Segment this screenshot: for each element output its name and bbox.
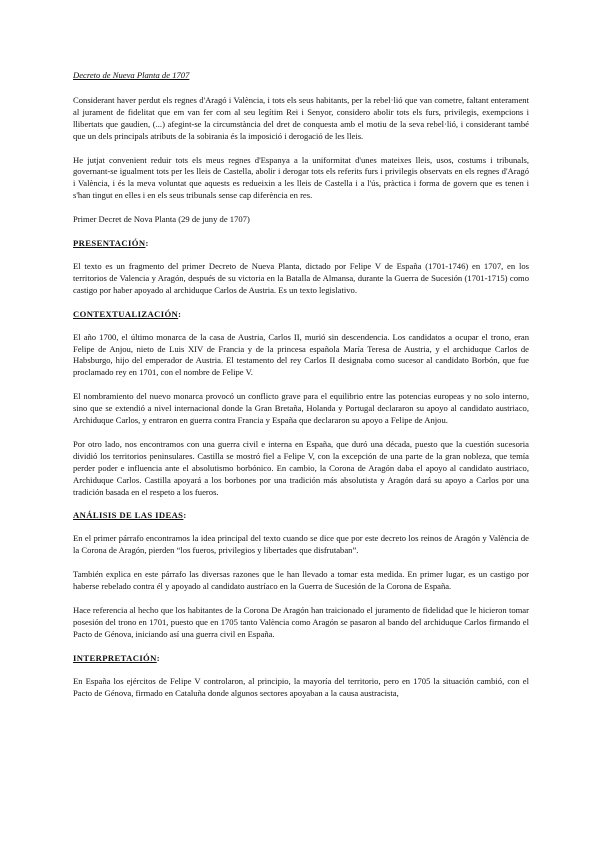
section-paragraph: El año 1700, el último monarca de la casa de Austria, Carlos II, murió sin descendencia. Los candidatos a ocupar el trono, eran Felipe de Anjou, nieto de Luis XIV de Francia y de la princesa española María Teresa de Austria, y el archiduque Carlos de Habsburgo, hijo del emperador de Austria. El testamento del rey Carlos II designaba como sucesor al candidato Borbón, que fue proclamado rey en 1701, con el nombre de Felipe V. [73, 331, 529, 378]
decree-paragraph: He jutjat convenient reduir tots els meus regnes d'Espanya a la uniformitat d'unes mateixes lleis, usos, costums i tribunals, governant-se igualment tots per les lleis de Castella, abolir i derogar tots els referits furs i privilegis observats en els regnes d'Aragó i València, i és la meva voluntat que aquests es redueixin a les lleis de Castella i a l'ús, pràctica i forma de govern que es tenen i s'han tingut en elles i en els seus tribunals sense cap diferència en res. [73, 154, 529, 201]
section-paragraph: También explica en este párrafo las diversas razones que le han llevado a tomar esta medida. En primer lugar, es un castigo por haberse rebelado contra él y apoyado al candidato austríaco en la Guerra de Sucesión de la Corona de España. [73, 569, 529, 592]
document-title: Decreto de Nueva Planta de 1707 [73, 70, 190, 80]
section-heading-presentacion: PRESENTACIÓN: [73, 238, 149, 249]
decree-source: Primer Decret de Nova Planta (29 de juny de 1707) [73, 214, 250, 225]
section-paragraph: Hace referencia al hecho que los habitantes de la Corona De Aragón han traicionado el juramento de fidelidad que le hicieron tomar posesión del trono en 1701, puesto que en 1705 tanto València como Aragón se pasaron al bando del archiduque Carlos firmando el Pacto de Génova, iniciando así una guerra civil en España. [73, 605, 529, 639]
section-heading-analisis: ANÁLISIS DE LAS IDEAS: [73, 510, 187, 521]
section-heading-contextualizacion: CONTEXTUALIZACIÓN: [73, 308, 182, 319]
section-paragraph: El texto es un fragmento del primer Decreto de Nueva Planta, dictado por Felipe V de España (1701-1746) en 1707, en los territorios de Valencia y Aragón, después de su victoria en la Batalla de Almansa, durante la Guerra de Sucesión (1701-1715) como castigo por haber apoyado al archiduque Carlos de Austria. Es un texto legislativo. [73, 260, 529, 295]
decree-paragraph: Considerant haver perdut els regnes d'Aragó i València, i tots els seus habitants, per la rebel·lió que van cometre, faltant enterament al jurament de fidelitat que em van fer com al seu legítim Rei i Senyor, considero abolir tots els furs, privilegis, exempcions i llibertats que gaudien, (...) afegint-se la circumstància del dret de conquesta amb el motiu de la seva rebel·lió, i considerant també que un dels principals atributs de la sobirania és la imposició i derogació de les lleis. [73, 94, 529, 141]
section-paragraph: En el primer párrafo encontramos la idea principal del texto cuando se dice que por este decreto los reinos de Aragón y València de la Corona de Aragón, pierden “los fueros, privilegios y libertades que disfrutaban”. [73, 533, 529, 556]
section-paragraph: En España los ejércitos de Felipe V controlaron, al principio, la mayoría del territorio, pero en 1705 la situación cambió, con el Pacto de Génova, firmado en Cataluña donde algunos sectores apoyaban a la causa austracista, [73, 675, 529, 698]
section-heading-interpretacion: INTERPRETACIÓN: [73, 652, 161, 663]
document-content [73, 70, 529, 711]
section-paragraph: Por otro lado, nos encontramos con una guerra civil e interna en España, que duró una década, puesto que la cuestión sucesoria dividió los territorios peninsulares. Castilla se mostró fiel a Felipe V, con la excepción de una parte de la gran nobleza, que temía perder poder e influencia ante el absolutismo borbónico. En cambio, la Corona de Aragón daba el apoyo al candidato austriaco, Archiduque Carlos. Castilla apoyará a los borbones por una tradición más absolutista y Aragón dará su apoyo a Carlos por una tradición basada en el respeto a los fueros. [73, 438, 529, 497]
section-paragraph: El nombramiento del nuevo monarca provocó un conflicto grave para el equilibrio entre las potencias europeas y no solo interno, sino que se extendió a nivel internacional donde la Gran Bretaña, Holanda y Portugal declararon su apoyo al candidato austriaco, Archiduque Carlos, y entraron en guerra contra Francia y España que declararon su apoyo a Felipe de Anjou. [73, 391, 529, 426]
